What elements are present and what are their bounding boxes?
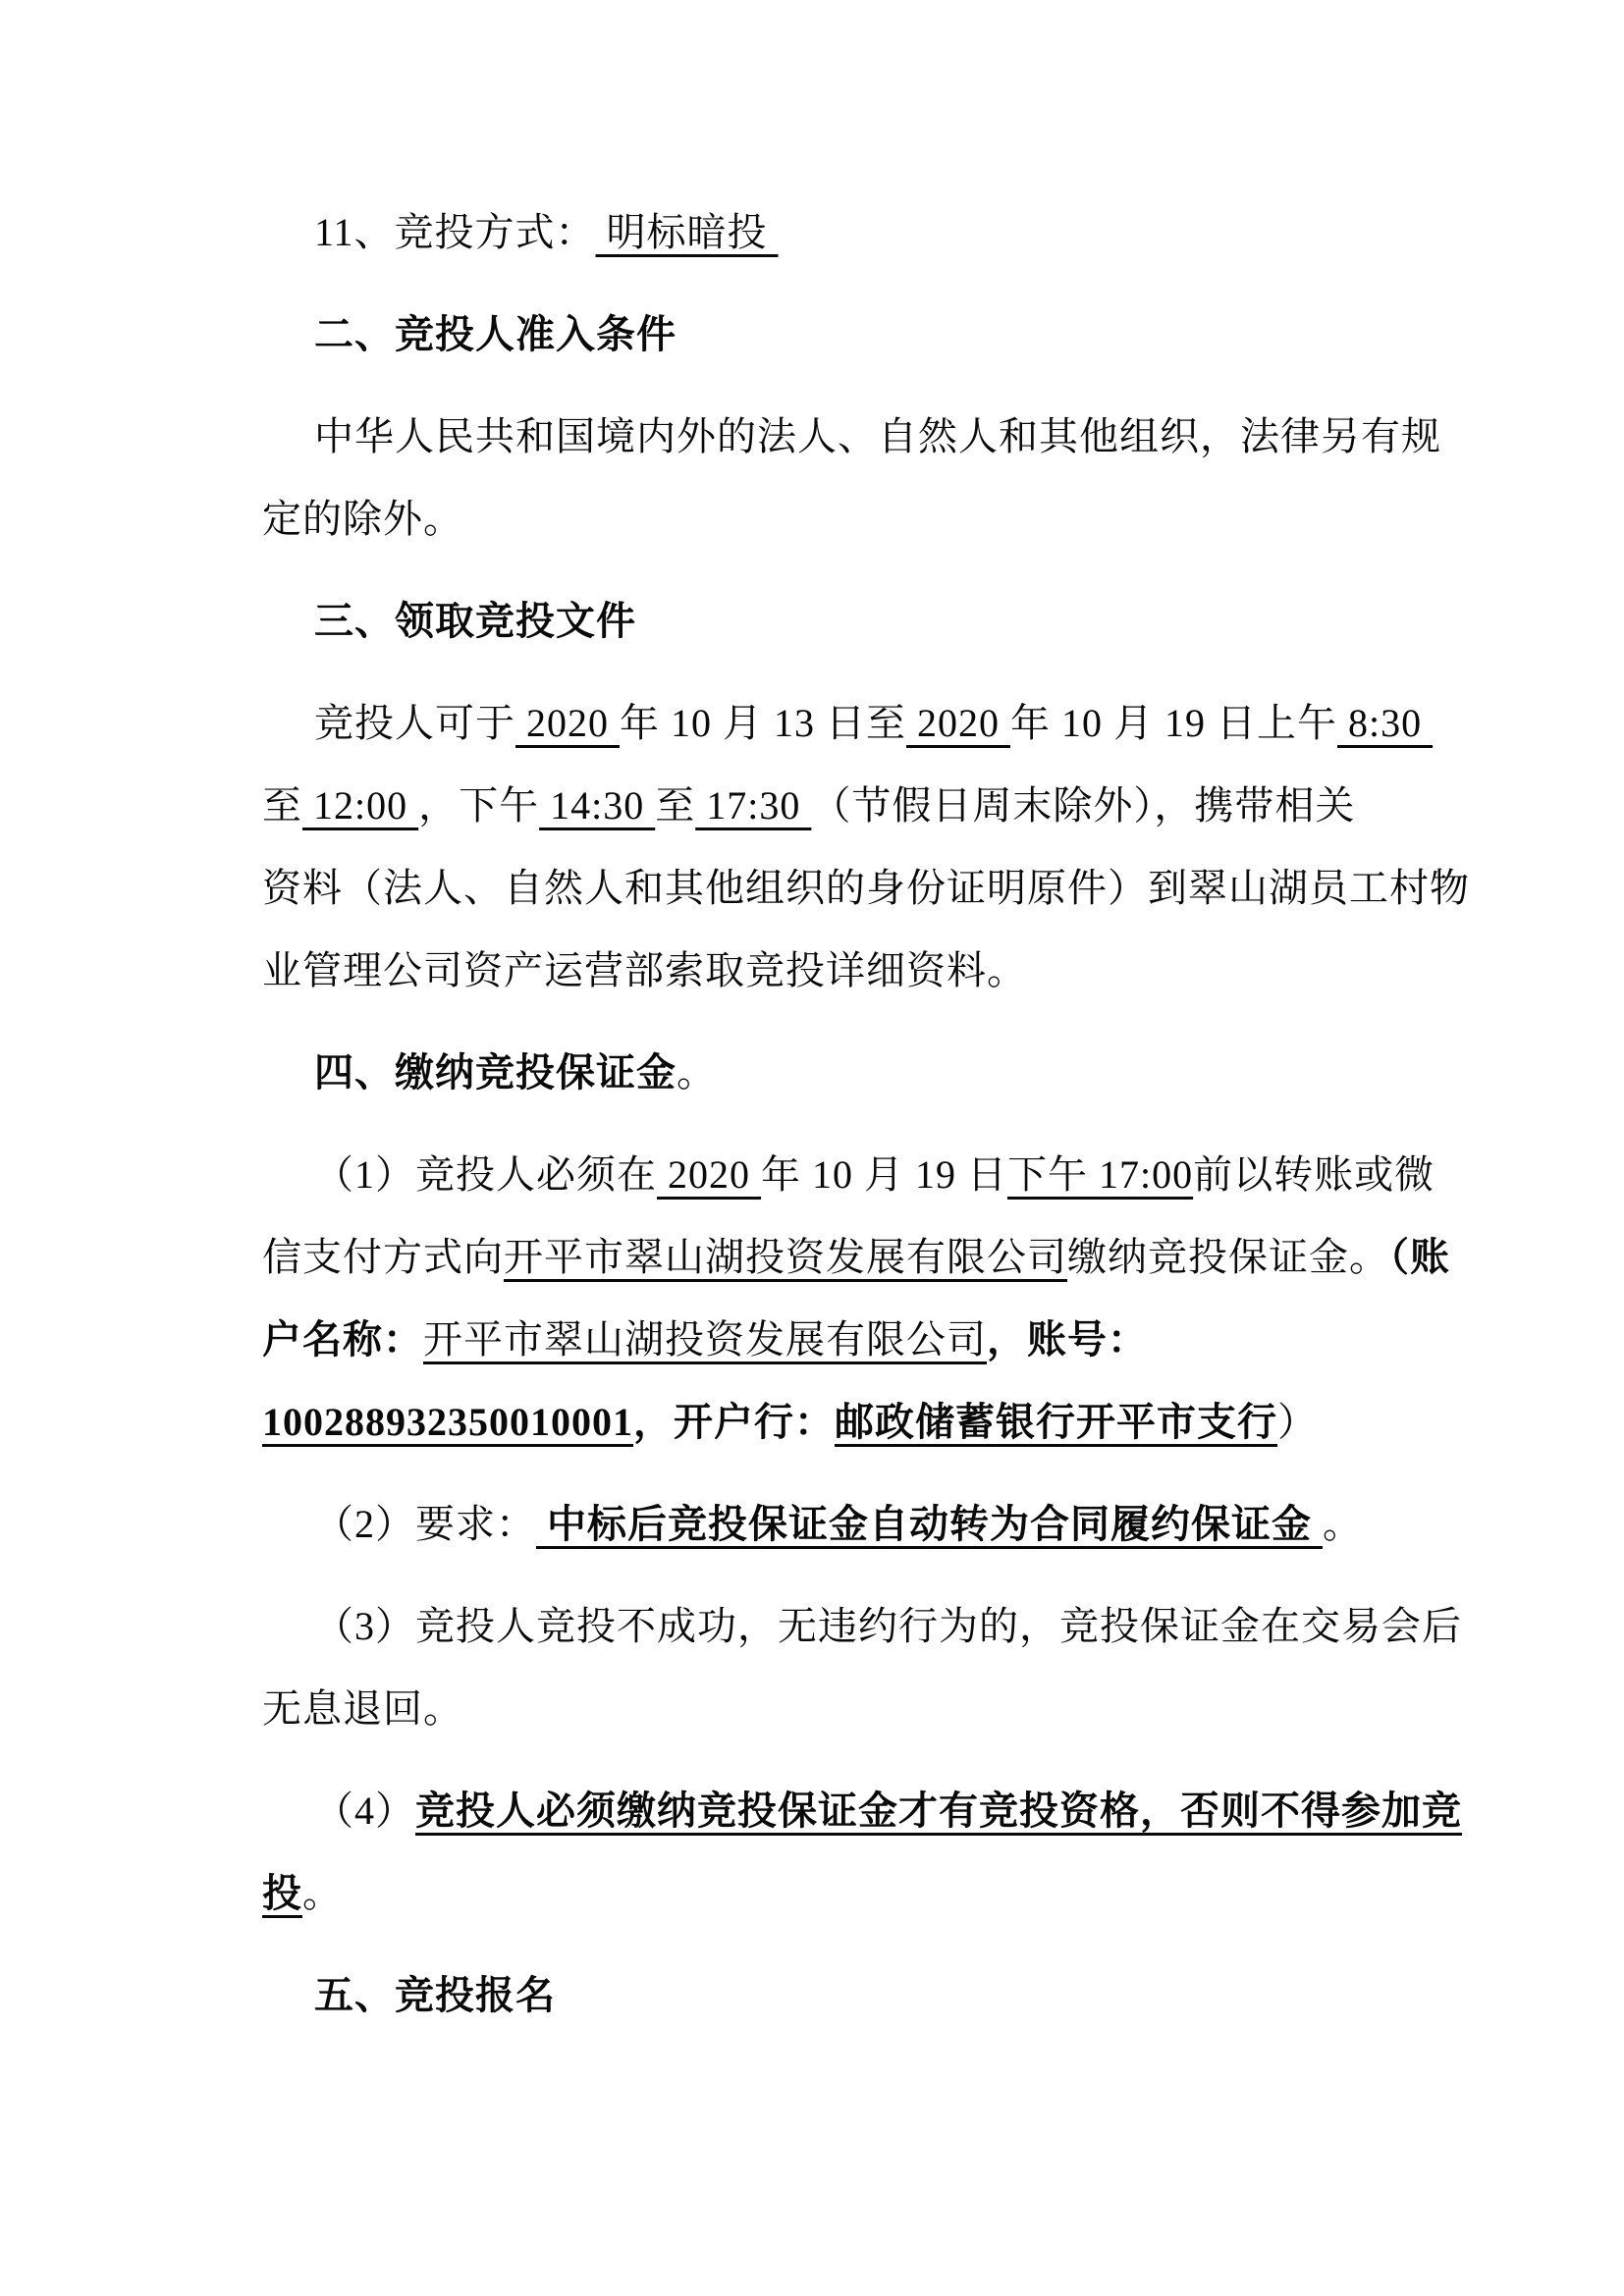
item-11-bid-method	[262, 191, 1418, 274]
text-run: 年 10 月 19 日	[761, 1152, 1007, 1197]
text-run: 中标后竞投保证金自动转为合同履约保证金	[536, 1502, 1323, 1546]
text-run: 竞投人必须缴纳竞投保证金才有竞投资格，否则不得参加竞	[415, 1789, 1462, 1833]
heading-deposit	[262, 1032, 1418, 1114]
para-deposit-2-requirement	[262, 1483, 1418, 1566]
text-run: 年 10 月 13 日至	[620, 701, 906, 745]
heading-obtain-documents	[262, 580, 1418, 663]
para-deposit-1-payment-line-3	[262, 1299, 1418, 1381]
text-run: 开平市翠山湖投资发展有限公司	[504, 1235, 1067, 1279]
text-run: （1）竞投人必须在	[314, 1152, 657, 1197]
para-deposit-2-requirement-line-1	[262, 1483, 1418, 1566]
text-run: 至	[262, 783, 302, 828]
para-deposit-4-mandatory	[262, 1770, 1462, 1935]
para-deposit-3-refund-line-1	[262, 1585, 1462, 1668]
text-run: 无息退回。	[262, 1686, 463, 1731]
text-run: 2020	[515, 701, 620, 745]
text-run: 中华人民共和国境内外的法人、自然人和其他组织，法律另有规	[314, 414, 1441, 458]
para-deposit-1-payment-line-1	[262, 1134, 1435, 1216]
text-run: 下午 17:00	[1007, 1152, 1194, 1197]
text-run: 。	[1323, 1502, 1363, 1546]
text-run: （节假日周末除外），携带相关	[811, 783, 1356, 828]
text-run: 至	[655, 783, 696, 828]
para-deposit-3-refund-line-2	[262, 1668, 1418, 1750]
para-eligibility	[262, 396, 1441, 561]
text-run: 年 10 月 19 日上午	[1010, 701, 1337, 745]
text-run: 四、缴纳竞投保证金	[314, 1050, 677, 1095]
text-run: 17:30	[695, 783, 812, 828]
text-run: 邮政储蓄银行开平市支行	[835, 1400, 1277, 1444]
text-run: 缴纳竞投保证金。	[1067, 1235, 1389, 1279]
heading-registration	[262, 1954, 1418, 2037]
text-run: 2020	[906, 701, 1010, 745]
item-11-bid-method-line-1	[262, 191, 1418, 274]
heading-bidder-eligibility	[262, 294, 1418, 376]
text-run: 8:30	[1337, 701, 1434, 745]
text-run: 信支付方式向	[262, 1235, 504, 1279]
para-eligibility-line-2	[262, 478, 1418, 561]
heading-bidder-eligibility-line-1	[262, 294, 1418, 376]
text-run: 二、竞投人准入条件	[314, 312, 677, 356]
text-run: 三、领取竞投文件	[314, 599, 636, 643]
text-run: （账	[1389, 1235, 1450, 1279]
text-run: 14:30	[539, 783, 656, 828]
text-run: （4）	[314, 1789, 415, 1833]
text-run: 前以转账或微	[1193, 1152, 1435, 1197]
text-run: （2）要求：	[314, 1502, 536, 1546]
text-run: ，下午	[418, 783, 540, 828]
text-run: 。	[302, 1871, 343, 1915]
para-deposit-4-mandatory-line-1	[262, 1770, 1462, 1852]
text-run: ）	[1277, 1400, 1318, 1444]
text-run: 2020	[657, 1152, 761, 1197]
para-deposit-1-payment	[262, 1134, 1450, 1464]
text-run: 12:00	[302, 783, 419, 828]
para-obtain-documents-line-2	[262, 765, 1418, 847]
text-run: 定的除外。	[262, 497, 463, 541]
text-run: ，账号：	[987, 1317, 1148, 1362]
text-run: 五、竞投报名	[314, 1973, 556, 2017]
para-obtain-documents-line-4	[262, 930, 1418, 1012]
para-obtain-documents-line-1	[262, 682, 1434, 765]
text-run: 100288932350010001	[262, 1400, 633, 1444]
para-deposit-4-mandatory-line-2	[262, 1852, 1418, 1935]
para-deposit-3-refund	[262, 1585, 1462, 1750]
text-run: ，开户行：	[633, 1400, 835, 1444]
text-run: 11、竞投方式：	[314, 210, 596, 254]
text-run: （3）竞投人竞投不成功，无违约行为的，竞投保证金在交易会后	[314, 1604, 1462, 1648]
para-deposit-1-payment-line-2	[262, 1216, 1450, 1299]
text-run: 竞投人可于	[314, 701, 515, 745]
text-run: 明标暗投	[595, 210, 779, 254]
heading-deposit-line-1	[262, 1032, 1418, 1114]
text-run: 。	[677, 1050, 717, 1095]
para-obtain-documents-line-3	[262, 847, 1470, 930]
para-eligibility-line-1	[262, 396, 1441, 478]
para-deposit-1-payment-line-4	[262, 1381, 1418, 1464]
heading-registration-line-1	[262, 1954, 1418, 2037]
para-obtain-documents	[262, 682, 1470, 1012]
text-run: 户名称：	[262, 1317, 423, 1362]
text-run: 开平市翠山湖投资发展有限公司	[423, 1317, 987, 1362]
text-run: 资料（法人、自然人和其他组织的身份证明原件）到翠山湖员工村物	[262, 866, 1470, 910]
text-run: 业管理公司资产运营部索取竞投详细资料。	[262, 948, 1027, 992]
text-run: 投	[262, 1871, 302, 1915]
heading-obtain-documents-line-1	[262, 580, 1418, 663]
